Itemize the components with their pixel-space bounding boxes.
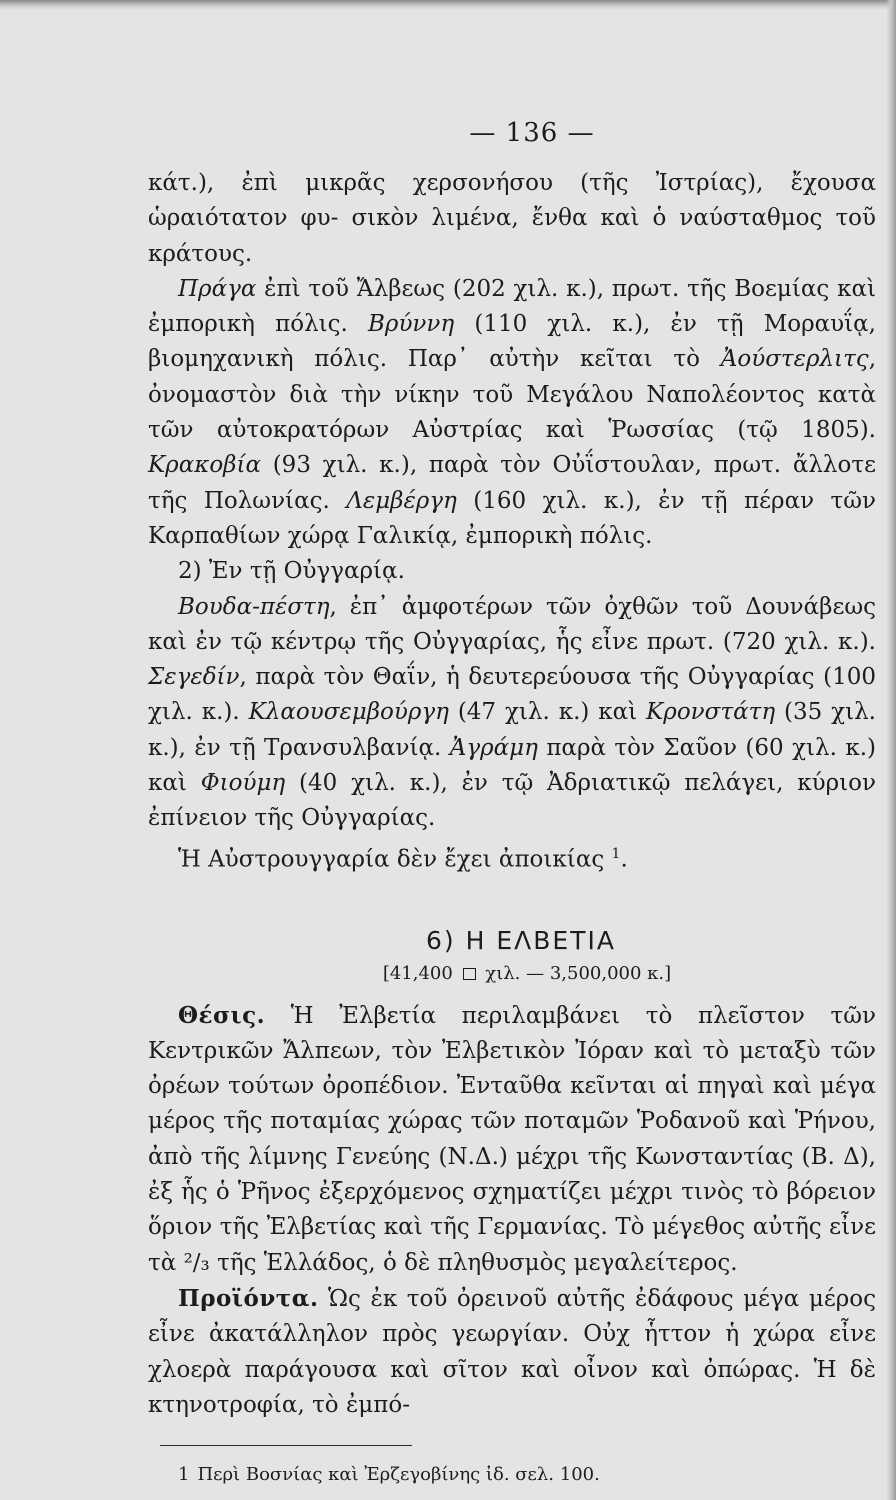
city-name: Κρακοβία <box>148 452 262 479</box>
footnote-rule <box>160 1445 412 1446</box>
city-description: (93 χιλ. κ.), παρὰ τὸν Οὐΐστουλαν, πρωτ. ἄλλοτε τῆς Πολωνίας. <box>148 452 876 514</box>
area-value: [41,400 <box>382 962 453 984</box>
city-description: παρὰ τὸν Σαῦον (60 χιλ. κ.) καὶ <box>148 734 876 797</box>
subheading-hungary: 2) Ἐν τῇ Οὐγγαρίᾳ. <box>178 558 405 585</box>
fraction: ²/₃ <box>183 1249 210 1276</box>
section-heading: 6) Η ΕΛΒΕΤΙΑ <box>426 925 616 955</box>
city-name: Κρονστάτη <box>646 699 776 726</box>
city-name: Φιούμη <box>200 770 286 797</box>
text-line: σικὸν λιμένα, ἔνθα καὶ ὁ ναύσταθμος τοῦ κράτους. <box>148 205 877 267</box>
city-name: Ἀγράμη <box>449 734 538 761</box>
page-number: — 136 — <box>469 118 595 148</box>
products-text: Ὡς ἐκ τοῦ ὀρεινοῦ αὐτῆς ἐδάφους μέγα μέρος εἶνε ἀκατάλληλον πρὸς γεωργίαν. Οὐχ ἧττον ἡ χώρα εἶνε χλοερὰ παράγουσα καὶ σῖτον καὶ οἶνον καὶ ὀπώρας. Ἡ δὲ κτηνοτροφία, τὸ ἐμπό- <box>148 1285 876 1418</box>
square-symbol-icon <box>463 968 476 980</box>
city-description: ἐπὶ τοῦ Ἄλβεως (202 χιλ. κ.), πρωτ. τῆς Βοεμίας καὶ ἐμπορικὴ πόλις. <box>148 275 876 338</box>
city-description: (110 χιλ. κ.), ἐν τῇ Μοραυΐᾳ, βιομηχανικὴ πόλις. Παρ᾽ αὐτὴν κεῖται τὸ <box>148 311 876 373</box>
city-name: Σεγεδίν <box>148 664 240 691</box>
city-description: (40 χιλ. κ.), ἐν τῷ Ἀδριατικῷ πελάγει, κύριον ἐπίνειον τῆς Οὐγγαρίας. <box>148 770 876 832</box>
paragraph-hungary-cities <box>148 590 876 837</box>
paragraph-colonies <box>148 837 876 878</box>
paragraph-thesis <box>148 998 876 1281</box>
city-name: Λεμβέργη <box>346 487 457 514</box>
city-description: (35 χιλ. κ.), ἐν τῇ Τρανσυλβανίᾳ. <box>148 699 876 761</box>
paragraph-istria <box>148 166 876 272</box>
paragraph-austria-cities <box>148 272 876 554</box>
section-statistics <box>148 963 876 984</box>
city-description: , ἐπ᾽ ἀμφοτέρων τῶν ὀχθῶν τοῦ Δουνάβεως καὶ ἐν τῷ κέντρῳ τῆς Οὐγγαρίας, ἧς εἶνε πρωτ. (720 χιλ. κ.). <box>148 593 876 655</box>
place-name: Ἀούστερλιτς <box>720 346 869 373</box>
footnote-mark: 1 <box>178 1464 190 1486</box>
scan-right-edge <box>886 0 896 1500</box>
paragraph-products <box>148 1281 876 1423</box>
city-name: Βρύννη <box>368 311 455 338</box>
population-value: χιλ. — 3,500,000 κ.] <box>485 962 672 984</box>
city-description: (160 χιλ. κ.), ἐν τῇ πέραν τῶν Καρπαθίων χώρᾳ Γαλικίᾳ, ἐμπορικὴ πόλις. <box>148 487 876 549</box>
run-in-heading: Προϊόντα. <box>178 1284 319 1312</box>
thesis-text-end: τῆς Ἑλλάδος, ὁ δὲ πληθυσμὸς μεγαλείτερος. <box>209 1249 738 1276</box>
book-page <box>148 118 876 1488</box>
city-description: (47 χιλ. κ.) καὶ <box>448 699 647 726</box>
text-line: κάτ.), ἐπὶ μικρᾶς χερσονήσου (τῆς Ἰστρίας), ἔχουσα ὡραιότατον φυ- <box>148 170 876 232</box>
scan-top-edge <box>0 0 896 10</box>
run-in-heading: Θέσις. <box>178 1001 266 1029</box>
city-name: Πράγα <box>178 275 257 302</box>
footnote <box>178 1462 876 1488</box>
thesis-text: Ἡ Ἐλβετία περιλαμβάνει τὸ πλεῖστον τῶν Κεντρικῶν Ἄλπεων, τὸν Ἐλβετικὸν Ἰόραν καὶ τὸ μεταξὺ τῶν ὀρέων τούτων ὀροπέδιον. Ἐνταῦθα κεῖνται αἱ πηγαὶ καὶ μέγα μέρος τῆς ποταμίας χώρας τῶν ποταμῶν Ῥοδανοῦ καὶ Ῥήνου, ἀπὸ τῆς λίμνης Γενεύης (Ν.Δ.) μέχρι τῆς Κωνσταντίας (Β. Δ), ἐξ ἧς ὁ Ῥῆνος ἐξερχόμενος σχηματίζει μέχρι τινὸς τὸ βόρειον ὅριον τῆς Ἐλβετίας καὶ τῆς Γερμανίας. Τὸ μέγεθος αὐτῆς εἶνε τὰ <box>148 1002 876 1276</box>
colonies-text: Ἡ Αὐστρουγγαρία δὲν ἔχει ἀποικίας <box>178 846 605 873</box>
footnote-reference: 1 <box>611 845 621 862</box>
city-description: , ὀνομαστὸν διὰ τὴν νίκην τοῦ Μεγάλου Ναπολέοντος κατὰ τῶν αὐτοκρατόρων Αὐστρίας καὶ Ῥωσσίας (τῷ 1805). <box>148 346 876 444</box>
city-name: Κλαουσεμβούργη <box>248 699 449 726</box>
city-description: , παρὰ τὸν Θαΐν, ἡ δευτερεύουσα τῆς Οὐγγαρίας (100 χιλ. κ.). <box>148 664 876 726</box>
city-name: Βουδα-πέστη <box>178 593 330 620</box>
footnote-text: Περὶ Βοσνίας καὶ Ἐρζεγοβίνης ἰδ. σελ. 100. <box>197 1464 600 1486</box>
colonies-period: . <box>620 846 628 873</box>
